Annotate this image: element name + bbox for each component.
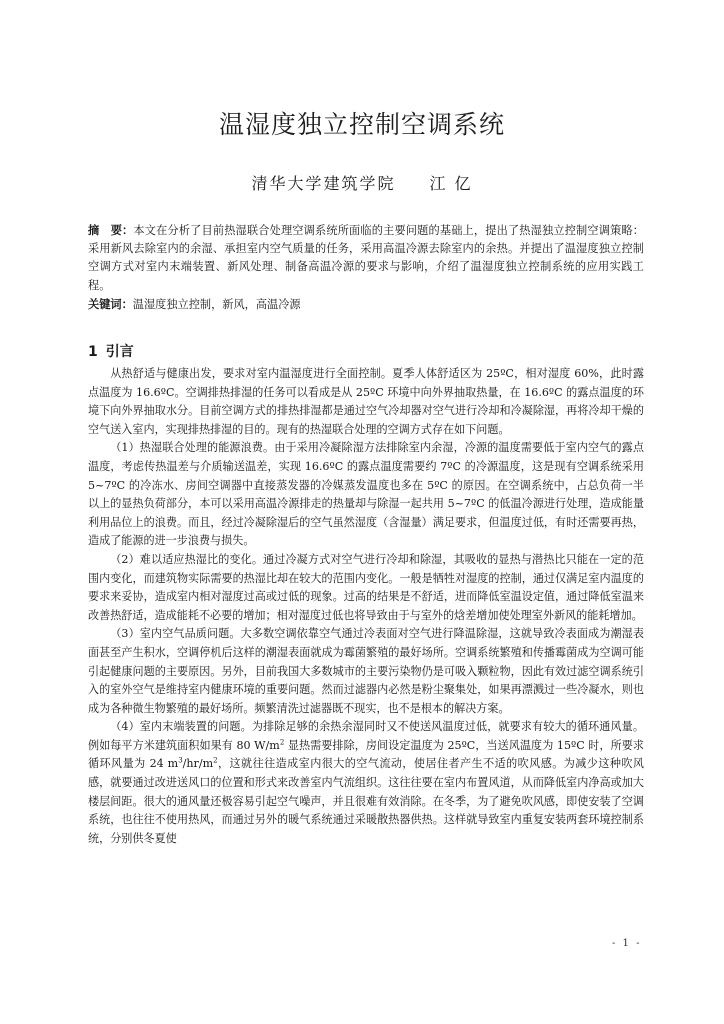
paragraph-energy-waste: （1）热湿联合处理的能源浪费。由于采用冷凝除湿方法排除室内余湿，冷源的温度需要低于室内空气的露点温度，考虑传热温差与介质输送温差，实现 16.6ºC 的露点温度需要约 7ºC 的冷源温度，这是现有空调系统采用 5~7ºC 的冷冻水、房间空调器中直接蒸发器的冷媒蒸发温度也多在 5ºC 的原因。在空调系统中，占总负荷一半以上的显热负荷部分，本可以采用高温冷源排走的热量却与除湿一起共用 5~7ºC 的低温冷源进行处理，造成能量利用品位上的浪费。而且，经过冷凝除湿后的空气虽然湿度（含湿量）满足要求，但温度过低，有时还需要再热，造成了能源的进一步浪费与损失。 xyxy=(88,441,644,548)
paragraph-terminal-devices xyxy=(88,718,644,848)
keywords-text: 温湿度独立控制，新风，高温冷源 xyxy=(132,298,301,311)
author-line xyxy=(0,173,724,195)
paragraph4-part3: /hr/m xyxy=(182,757,214,771)
keywords xyxy=(88,296,644,314)
abstract-label: 摘 要： xyxy=(88,224,134,237)
paragraph-intro: 从热舒适与健康出发，要求对室内温湿度进行全面控制。夏季人体舒适区为 25ºC，相对湿度 60%，此时露点温度为 16.6ºC。空调排热排湿的任务可以看成是从 25ºC 环境中向外界抽取热量，在 16.6ºC 的露点温度的环境下向外界抽取水分。目前空调方式的排热排湿都是通过空气冷却器对空气进行冷却和冷凝除湿，再将冷却干燥的空气送入室内，实现排热排湿的目的。现有的热湿联合处理的空调方式存在如下问题。 xyxy=(88,367,644,436)
section-title: 引言 xyxy=(105,344,134,360)
paragraph4-part1: （4）室内末端装置的问题。为排除足够的余热余湿同时又不使送风温度过低，就要求有较大的循环通风量。例如每平方米建筑面积如果有 80 W/m xyxy=(88,720,644,752)
section-heading xyxy=(88,342,134,362)
paragraph4-part2: 显热需要排除，房间设定温度为 25ºC，当送风温度为 15ºC 时，所要求循环风量为 24 m xyxy=(88,738,644,771)
paper-title: 温湿度独立控制空调系统 xyxy=(218,110,505,139)
author-name: 江 亿 xyxy=(429,174,473,193)
paragraph4-sup2: 3 xyxy=(178,756,183,765)
paragraph4-sup1: 2 xyxy=(279,738,285,747)
abstract-text: 本文在分析了目前热湿联合处理空调系统所面临的主要问题的基础上，提出了热湿独立控制空调策略：采用新风去除室内的余湿、承担室内空气质量的任务，采用高温冷源去除室内的余热。并提出了温湿度独立控制空调方式对室内末端装置、新风处理、制备高温冷源的要求与影响，介绍了温湿度独立控制系统的应用实践工程。 xyxy=(88,224,644,292)
page-number: - 1 - xyxy=(612,938,642,949)
paragraph4-part4: ，这就往往造成室内很大的空气流动，使居住者产生不适的吹风感。为减少这种吹风感，就要通过改进送风口的位置和形式来改善室内气流组织。这往往要在室内布置风道，从而降低室内净高或加大楼层间距。很大的通风量还极容易引起空气噪声，并且很难有效消除。在冬季，为了避免吹风感，即使安装了空调系统，也往往不使用热风，而通过另外的暖气系统通过采暖散热器供热。这样就导致室内重复安装两套环境控制系统，分别供冬夏使 xyxy=(88,757,644,845)
abstract xyxy=(88,222,644,295)
paragraph-heat-moisture-ratio: （2）难以适应热湿比的变化。通过冷凝方式对空气进行冷却和除湿，其吸收的显热与潜热比只能在一定的范围内变化，而建筑物实际需要的热湿比却在较大的范围内变化。一般是牺牲对湿度的控制，通过仅满足室内温度的要求来妥协，造成室内相对湿度过高或过低的现象。过高的结果是不舒适，进而降低室温设定值，通过降低室温来改善热舒适，造成能耗不必要的增加；相对湿度过低也将导致由于与室外的焓差增加使处理室外新风的能耗增加。 xyxy=(88,552,644,622)
author-affiliation: 清华大学建筑学院 xyxy=(251,174,396,193)
paragraph-air-quality: （3）室内空气品质问题。大多数空调依靠空气通过冷表面对空气进行降温除湿，这就导致冷表面成为潮湿表面甚至产生积水，空调停机后这样的潮湿表面就成为霉菌繁殖的最好场所。空调系统繁殖和传播霉菌成为空调可能引起健康问题的主要原因。另外，目前我国大多数城市的主要污染物仍是可吸入颗粒物，因此有效过滤空调系统引入的室外空气是维持室内健康环境的重要问题。然而过滤器内必然是粉尘聚集处，如果再漂溅过一些冷凝水，则也成为各种微生物繁殖的最好场所。频繁清洗过滤器既不现实，也不是根本的解决方案。 xyxy=(88,627,644,715)
keywords-label: 关键词： xyxy=(88,298,133,311)
section-number: 1 xyxy=(88,344,98,360)
body-text xyxy=(88,365,644,848)
paragraph4-sup3: 2 xyxy=(213,756,218,765)
